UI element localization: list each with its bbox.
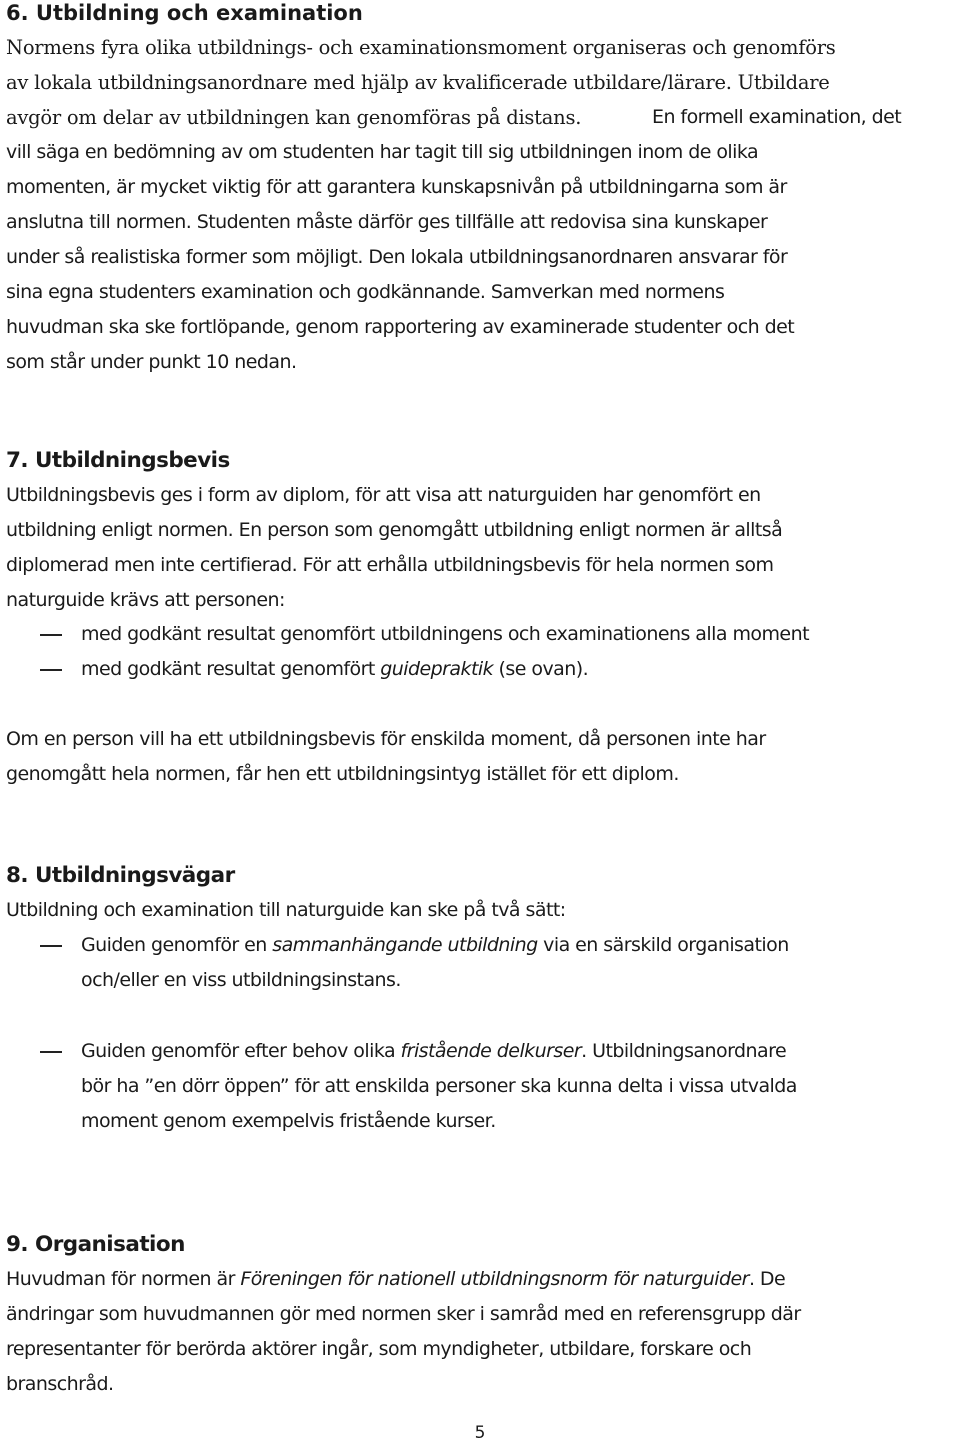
paragraph-line: utbildning enligt normen. En person som genomgått utbildning enligt normen är alltså <box>6 519 783 541</box>
paragraph-line: representanter för berörda aktörer ingår, som myndigheter, utbildare, forskare och <box>6 1338 752 1360</box>
section-7-number: 7. <box>6 448 29 473</box>
section-6-sentence-start <box>652 100 958 135</box>
emphasis: Föreningen för nationell utbildningsnorm för naturguider <box>240 1268 749 1290</box>
section-6-paragraph-b <box>6 135 958 380</box>
paragraph-line: diplomerad men inte certifierad. För att erhålla utbildningsbevis för hela normen som <box>6 554 774 576</box>
paragraph-line: under så realistiska former som möjligt. Den lokala utbildningsanordnaren ansvarar för <box>6 246 788 268</box>
paragraph-line: momenten, är mycket viktig för att garantera kunskapsnivån på utbildningarna som är <box>6 176 787 198</box>
emphasis: sammanhängande utbildning <box>272 934 538 956</box>
section-9-title: Organisation <box>34 1232 185 1257</box>
list-item-text: med godkänt resultat genomfört guidepraktik (se ovan). <box>81 658 589 680</box>
paragraph-line: Normens fyra olika utbildnings- och examinationsmoment organiseras och genomförs <box>6 36 836 59</box>
paragraph-line: anslutna till normen. Studenten måste därför ges tillfälle att redovisa sina kunskaper <box>6 211 768 233</box>
section-7-title: Utbildningsbevis <box>34 448 230 473</box>
list-item-text: Guiden genomför en sammanhängande utbildning via en särskild organisation och/eller en viss utbildningsinstans. <box>81 934 789 991</box>
section-6 <box>6 0 958 31</box>
dash-bullet-icon <box>40 1051 62 1053</box>
section-8-number: 8. <box>6 863 29 888</box>
paragraph-line: Huvudman för normen är Föreningen för nationell utbildningsnorm för naturguider. De <box>6 1268 786 1290</box>
emphasis: fristående delkurser <box>400 1040 582 1062</box>
section-9-number: 9. <box>6 1232 29 1257</box>
section-9-heading <box>6 1227 958 1262</box>
section-8-title: Utbildningsvägar <box>34 863 235 888</box>
section-8-intro <box>6 893 958 928</box>
section-7-paragraph-2 <box>6 722 958 792</box>
section-8-heading <box>6 858 958 893</box>
dash-bullet-icon <box>40 669 62 671</box>
paragraph-line: genomgått hela normen, får hen ett utbildningsintyg istället för ett diplom. <box>6 763 679 785</box>
section-6-heading: 6. Utbildning och examination <box>6 1 363 25</box>
section-9-paragraph <box>6 1262 958 1402</box>
paragraph-line: sina egna studenters examination och godkännande. Samverkan med normens <box>6 281 725 303</box>
paragraph-line: Om en person vill ha ett utbildningsbevis för enskilda moment, då personen inte har <box>6 728 766 750</box>
paragraph-line: En formell examination, det <box>652 106 902 128</box>
emphasis: guidepraktik <box>380 658 494 680</box>
paragraph-line: som står under punkt 10 nedan. <box>6 351 297 373</box>
paragraph-line: Utbildning och examination till naturguide kan ske på två sätt: <box>6 899 566 921</box>
list-item-text: med godkänt resultat genomfört utbildningens och examinationens alla moment <box>81 623 809 645</box>
paragraph-line: ändringar som huvudmannen gör med normen sker i samråd med en referensgrupp där <box>6 1303 801 1325</box>
paragraph-line: Utbildningsbevis ges i form av diplom, för att visa att naturguiden har genomfört en <box>6 484 761 506</box>
page-number: 5 <box>474 1423 486 1443</box>
paragraph-line: huvudman ska ske fortlöpande, genom rapportering av examinerade studenter och det <box>6 316 795 338</box>
section-7-paragraph <box>6 478 958 618</box>
dash-bullet-icon <box>40 634 62 636</box>
paragraph-line: av lokala utbildningsanordnare med hjälp av kvalificerade utbildare/lärare. Utbildare <box>6 71 830 94</box>
paragraph-line: vill säga en bedömning av om studenten har tagit till sig utbildningen inom de olika <box>6 141 759 163</box>
dash-bullet-icon <box>40 945 62 947</box>
list-item-text: Guiden genomför efter behov olika fristående delkurser. Utbildningsanordnare bör ha ”en dörr öppen” för att enskilda personer ska kunna delta i vissa utvalda moment genom exempelvis fristående kurser. <box>81 1040 797 1132</box>
paragraph-line: naturguide krävs att personen: <box>6 589 285 611</box>
paragraph-line: avgör om delar av utbildningen kan genomföras på distans. <box>6 106 582 129</box>
section-7-heading <box>6 443 958 478</box>
paragraph-line: branschråd. <box>6 1373 114 1395</box>
